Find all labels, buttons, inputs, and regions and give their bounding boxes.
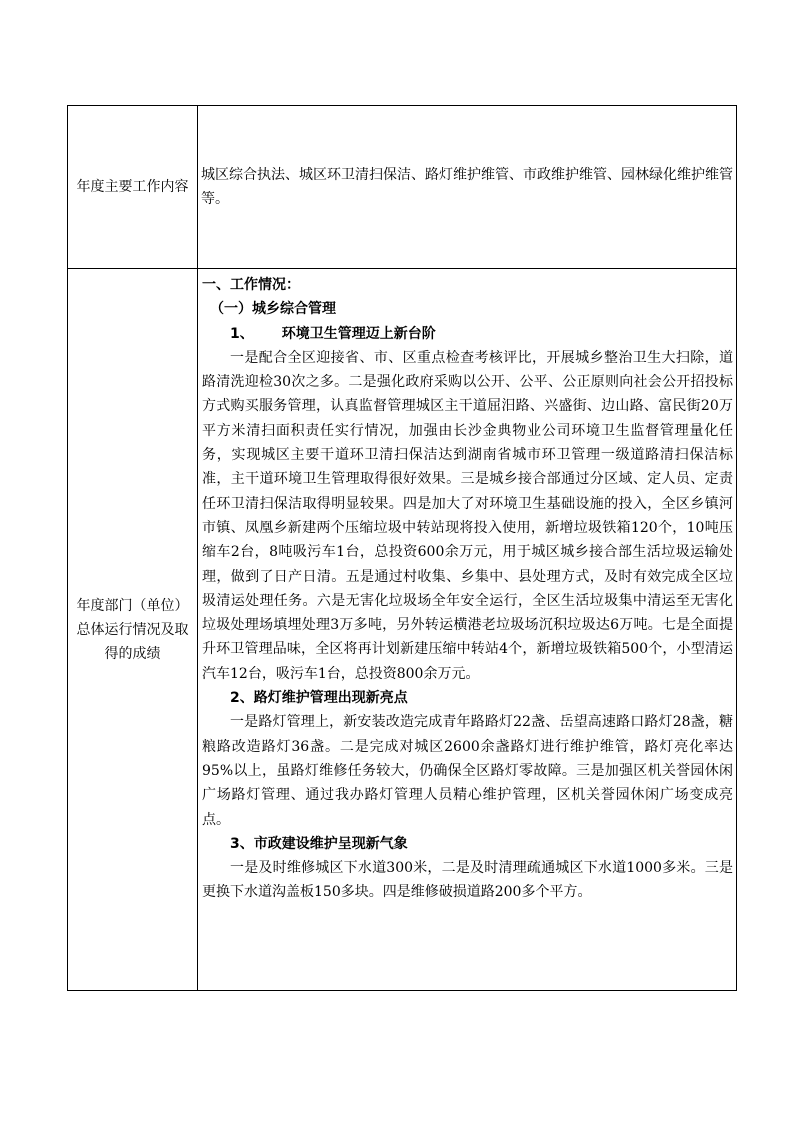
- item-heading: [202, 322, 733, 346]
- subsection-title: （一）城乡综合管理: [210, 301, 336, 318]
- item-heading: [202, 686, 733, 710]
- item-title: 路灯维护管理出现新亮点: [253, 690, 408, 707]
- main-work-content: 城区综合执法、城区环卫清扫保洁、路灯维护维管、市政维护维管、园林绿化维护维管等。: [198, 106, 737, 269]
- item-number: 1、: [230, 325, 254, 342]
- table-row: [68, 269, 737, 991]
- label-line: 总体运行情况及取: [76, 621, 189, 638]
- row-label-main-work: 年度主要工作内容: [68, 106, 198, 269]
- overall-performance-content: [198, 269, 737, 991]
- report-table: [67, 105, 737, 991]
- table-row: [68, 106, 737, 269]
- label-line: 年度部门（单位）: [76, 597, 189, 614]
- item-heading: [202, 832, 733, 856]
- item-body: 一是及时维修城区下水道300米，二是及时清理疏通城区下水道1000多米。三是更换下水道沟盖板150多块。四是维修破损道路200多个平方。: [202, 860, 733, 901]
- label-line: 得的成绩: [104, 645, 161, 662]
- section-title: 一、工作情况：: [202, 277, 300, 293]
- item-title: 环境卫生管理迈上新台阶: [281, 325, 436, 342]
- item-number: 3、: [230, 835, 254, 852]
- item-title: 市政建设维护呈现新气象: [253, 835, 408, 852]
- item-body: 一是配合全区迎接省、市、区重点检查考核评比，开展城乡整治卫生大扫除，道路清洗迎检30次之多。二是强化政府采购以公开、公平、公正原则向社会公开招投标方式购买服务管理，认真监督管理城区主干道屈汨路、兴盛街、边山路、富民街20万平方米清扫面积责任实行情况，加强由长沙金典物业公司环境卫生监督管理量化任务，实现城区主要干道环卫清扫保洁达到湖南省城市环卫管理一级道路清扫保洁标准，主干道环境卫生管理取得很好效果。三是城乡接合部通过分区域、定人员、定责任环卫清扫保洁取得明显较果。四是加大了对环境卫生基础设施的投入，全区乡镇河市镇、凤凰乡新建两个压缩垃圾中转站现将投入使用，新增垃圾铁箱120个，10吨压缩车2台，8吨吸污车1台，总投资600余万元，用于城区城乡接合部生活垃圾运输处理，做到了日产日清。五是通过村收集、乡集中、县处理方式，及时有效完成全区垃圾清运处理任务。六是无害化垃圾场全年安全运行，全区生活垃圾集中清运至无害化垃圾处理场填埋处理3万多吨，另外转运横港老垃圾场沉积垃圾达6万吨。七是全面提升环卫管理品味，全区将再计划新建压缩中转站4个，新增垃圾铁箱500个，小型清运汽车12台，吸污车1台，总投资800余万元。: [202, 349, 733, 682]
- item-number: 2、: [230, 690, 254, 707]
- row-label-overall-performance: [68, 269, 198, 991]
- item-body: 一是路灯管理上，新安装改造完成青年路路灯22盏、岳望高速路口路灯28盏，糖粮路改造路灯36盏。二是完成对城区2600余盏路灯进行维护维管，路灯亮化率达95%以上，虽路灯维修任务较大，仍确保全区路灯零故障。三是加强区机关誉园休闲广场路灯管理、通过我办路灯管理人员精心维护管理，区机关誉园休闲广场变成亮点。: [202, 714, 733, 828]
